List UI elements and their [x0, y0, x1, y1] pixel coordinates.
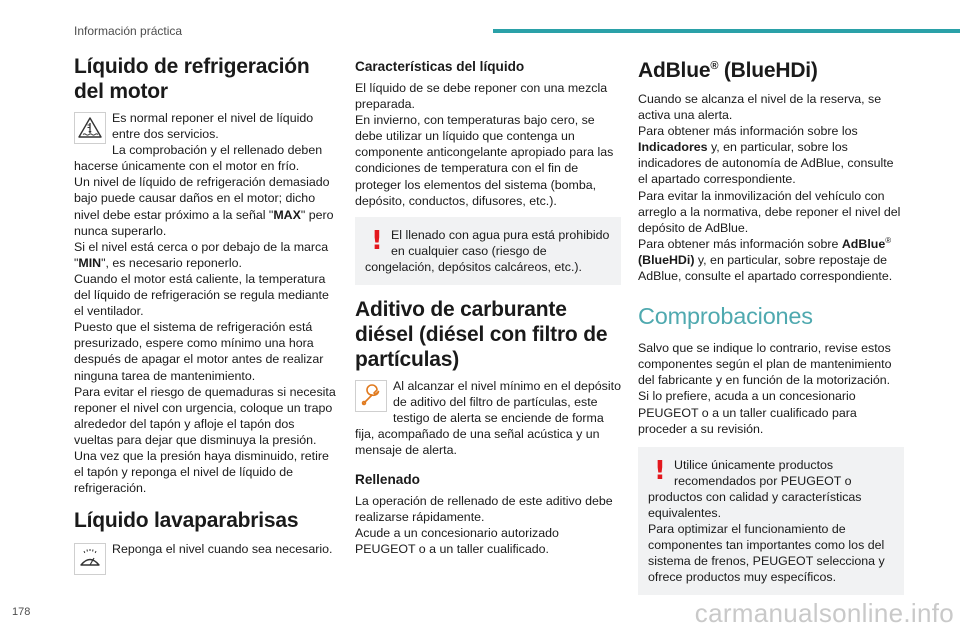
fluid-p1: El líquido de se debe reponer con una mezcla preparada.	[355, 81, 608, 112]
coolant-lead	[74, 110, 336, 142]
fluid-warning-box	[355, 217, 621, 285]
coolant-p4: Cuando el motor está caliente, la temperatura del líquido de refrigeración se regula mediante el ventilador.	[74, 271, 329, 319]
coolant-lead-text: Es normal reponer el nivel de líquido entre dos servicios.	[112, 111, 314, 142]
exclamation-icon: !	[371, 225, 383, 256]
adblue-p4: Para obtener más información sobre AdBlue® (BlueHDi) y, en particular, sobre repostaje de AdBlue, consulte el apartado correspondiente.	[638, 235, 893, 284]
watermark: carmanualsonline.info	[694, 598, 954, 628]
additive-heading: Aditivo de carburante diésel (diésel con filtro de partículas)	[355, 298, 608, 372]
adblue-p3: Para evitar la inmovilización del vehículo con arreglo a la normativa, debe reponer el nivel del depósito de AdBlue.	[638, 188, 901, 235]
fluid-heading: Características del líquido	[355, 59, 525, 74]
adblue-heading: AdBlue® (BlueHDi)	[638, 59, 818, 82]
running-header: Información práctica	[74, 24, 183, 38]
additive-text: Al alcanzar el nivel mínimo en el depósito de aditivo del filtro de partículas, este testigo de alerta se enciende de forma fija, acompañado de una señal acústica y un mensaje de alerta.	[355, 379, 621, 458]
coolant-p7: Una vez que la presión haya disminuido, retire el tapón y reponga el nivel de líquido de refrigeración.	[74, 448, 329, 496]
column-left	[74, 52, 336, 577]
checks-p1: Salvo que se indique lo contrario, revise estos componentes según el plan de mantenimiento del fabricante y en función de la motorización.	[638, 341, 892, 388]
refill-heading: Rellenado	[355, 471, 420, 487]
washer-fluid-icon	[74, 543, 106, 575]
coolant-p1: La comprobación y el rellenado deben hacerse únicamente con el motor en frío.	[74, 143, 323, 174]
additive-block	[355, 378, 621, 458]
column-right	[638, 52, 904, 595]
checks-warning-p1: Utilice únicamente productos recomendados por PEUGEOT o productos con calidad y características equivalentes.	[648, 457, 862, 520]
coolant-p6: Para evitar el riesgo de quemaduras si necesita reponer el nivel con urgencia, coloque un trapo alrededor del tapón y afloje el tapón dos vueltas para dejar que disminuya la presión.	[74, 384, 336, 447]
coolant-p5: Puesto que el sistema de refrigeración está presurizado, espere como mínimo una hora después de apagar el motor antes de realizar ninguna tarea de mantenimiento.	[74, 320, 324, 383]
checks-warning-p2: Para optimizar el funcionamiento de componentes tan importantes como los del sistema de frenos, PEUGEOT selecciona y ofrece productos muy específicos.	[648, 522, 885, 585]
checks-p2: Si lo prefiere, acuda a un concesionario PEUGEOT o a un taller cualificado para proceder a su revisión.	[638, 389, 857, 436]
refill-p2: Acude a un concesionario autorizado PEUGEOT o a un taller cualificado.	[355, 525, 559, 556]
adblue-p1: Cuando se alcanza el nivel de la reserva, se activa una alerta.	[638, 92, 882, 123]
page-number: 178	[12, 606, 31, 618]
wrench-icon	[355, 380, 387, 412]
column-middle	[355, 52, 621, 557]
fluid-p2: En invierno, con temperaturas bajo cero, se debe utilizar un líquido que contenga un componente anticongelante apropiado para las condiciones de temperatura con el fin de proteger los elementos del sistema (bomba, depósito, conductos, difusores, etc.).	[355, 113, 614, 208]
coolant-heading: Líquido de refrigeración del motor	[74, 55, 310, 103]
coolant-p3: Si el nivel está cerca o por debajo de la marca "MIN", es necesario reponerlo.	[74, 239, 329, 270]
washer-text: Reponga el nivel cuando sea necesario.	[112, 542, 333, 557]
exclamation-icon: !	[654, 455, 666, 486]
adblue-p2: Para obtener más información sobre los Indicadores y, en particular, sobre los indicadores de autonomía de AdBlue, consulte el apartado correspondiente.	[638, 124, 894, 187]
coolant-warning-icon	[74, 112, 106, 144]
checks-warning-box	[638, 447, 904, 596]
coolant-p2: Un nivel de líquido de refrigeración demasiado bajo puede causar daños en el motor; dicho nivel debe estar próximo a la señal "MAX" pero nunca superarlo.	[74, 175, 334, 238]
header-accent-bar	[493, 29, 960, 33]
checks-heading: Comprobaciones	[638, 303, 813, 330]
washer-heading: Líquido lavaparabrisas	[74, 509, 299, 533]
fluid-warning-text: El llenado con agua pura está prohibido en cualquier caso (riesgo de congelación, depósitos calcáreos, etc.).	[365, 227, 610, 274]
refill-p1: La operación de rellenado de este aditivo debe realizarse rápidamente.	[355, 493, 613, 524]
washer-block	[74, 541, 336, 577]
